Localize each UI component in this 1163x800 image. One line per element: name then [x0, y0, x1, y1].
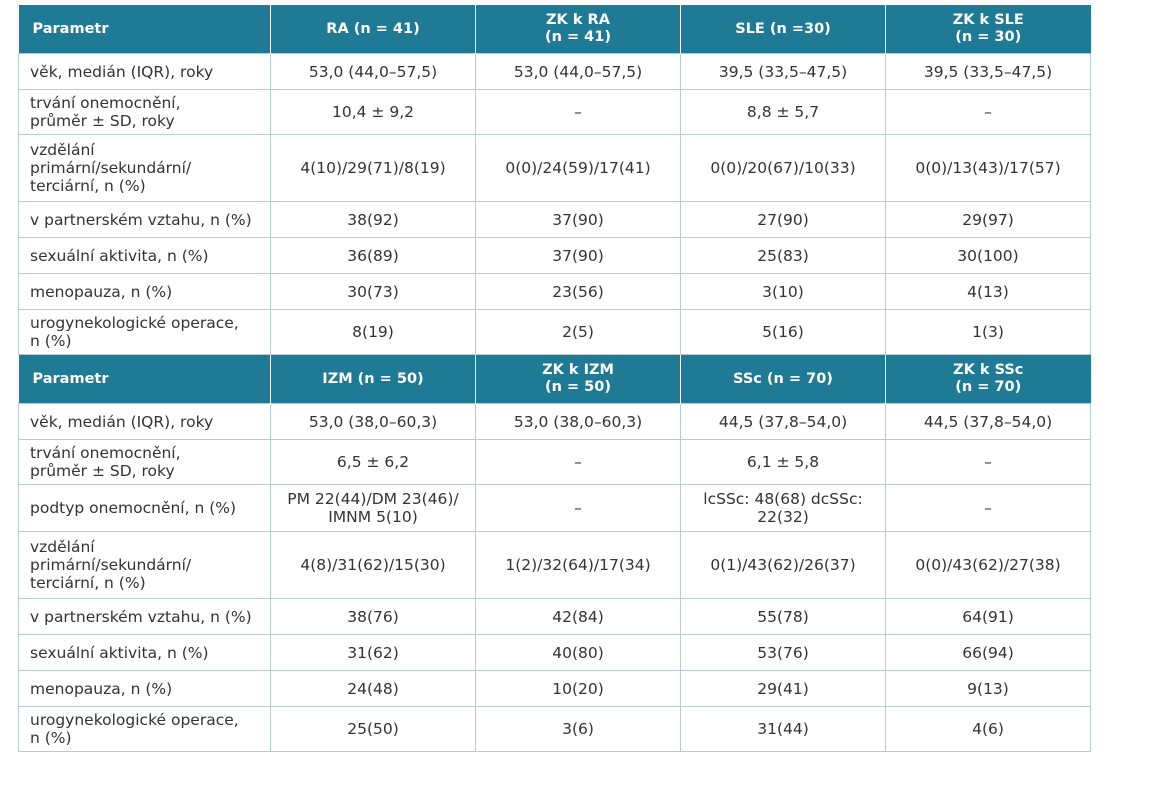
value-cell: 0(0)/13(43)/17(57) [886, 135, 1091, 202]
text-line: ZK k SLE [952, 12, 1024, 28]
value-cell: 24(48) [271, 671, 476, 707]
value-cell: 29(41) [681, 671, 886, 707]
row-label-cell [19, 238, 271, 274]
text-line: podtyp onemocnění, n (%) [30, 499, 237, 517]
text-line: v partnerském vztahu, n (%) [30, 210, 252, 229]
value-cell: 55(78) [681, 599, 886, 635]
table-row [19, 274, 1091, 310]
header-group-cell [476, 355, 681, 404]
row-label-cell [19, 310, 271, 355]
text-line: věk, medián (IQR), roky [30, 62, 214, 81]
value-cell: 38(76) [271, 599, 476, 635]
value-cell: – [476, 485, 681, 532]
table-row [19, 671, 1091, 707]
value-cell: 1(2)/32(64)/17(34) [476, 532, 681, 599]
value-cell: 31(44) [681, 707, 886, 752]
value-cell: – [476, 90, 681, 135]
table-row [19, 54, 1091, 90]
value-cell: 0(1)/43(62)/26(37) [681, 532, 886, 599]
value-cell: 3(6) [476, 707, 681, 752]
row-label-cell [19, 532, 271, 599]
header-parameter-cell: Parametr [19, 5, 271, 54]
text-line: (n = 70) [955, 379, 1022, 395]
value-cell: 4(10)/29(71)/8(19) [271, 135, 476, 202]
text-line: sexuální aktivita, n (%) [30, 643, 209, 662]
text-line: ZK k SSc [953, 362, 1024, 378]
text-line: věk, medián (IQR), roky [30, 412, 214, 431]
text-line: 22(32) [757, 508, 809, 526]
row-label-cell [19, 90, 271, 135]
value-cell: 39,5 (33,5–47,5) [886, 54, 1091, 90]
value-cell: 4(6) [886, 707, 1091, 752]
text-line: primární/sekundární/ [30, 556, 192, 574]
value-cell: 37(90) [476, 202, 681, 238]
value-cell: 10,4 ± 9,2 [271, 90, 476, 135]
value-cell: 4(8)/31(62)/15(30) [271, 532, 476, 599]
text-line: IMNM 5(10) [328, 508, 418, 526]
value-cell: 0(0)/20(67)/10(33) [681, 135, 886, 202]
value-cell: 10(20) [476, 671, 681, 707]
value-cell: 53,0 (44,0–57,5) [476, 54, 681, 90]
text-line: urogynekologické operace, [30, 711, 239, 729]
value-cell: 31(62) [271, 635, 476, 671]
row-label-cell [19, 599, 271, 635]
value-cell: 37(90) [476, 238, 681, 274]
value-cell: 8(19) [271, 310, 476, 355]
row-label-cell [19, 135, 271, 202]
table-row [19, 440, 1091, 485]
table-row [19, 404, 1091, 440]
value-cell: – [476, 440, 681, 485]
value-cell: 9(13) [886, 671, 1091, 707]
text-line: ZK k IZM [542, 362, 614, 378]
header-group-cell: SLE (n =30) [681, 5, 886, 54]
text-line: (n = 50) [544, 379, 611, 395]
value-cell: – [886, 485, 1091, 532]
row-label-cell [19, 274, 271, 310]
value-cell: 53,0 (38,0–60,3) [476, 404, 681, 440]
value-cell: 38(92) [271, 202, 476, 238]
text-line: lcSSc: 48(68) dcSSc: [703, 490, 863, 508]
text-line: terciární, n (%) [30, 574, 146, 592]
text-line: trvání onemocnění, [30, 94, 181, 112]
value-cell: 25(50) [271, 707, 476, 752]
value-cell: 66(94) [886, 635, 1091, 671]
text-line: primární/sekundární/ [30, 159, 192, 177]
text-line: ZK k RA [546, 12, 610, 28]
table-row [19, 202, 1091, 238]
value-cell: 25(83) [681, 238, 886, 274]
row-label-cell [19, 671, 271, 707]
text-line: průměr ± SD, roky [30, 112, 175, 130]
table-row [19, 707, 1091, 752]
row-label-cell [19, 635, 271, 671]
value-cell: 53(76) [681, 635, 886, 671]
row-label-cell [19, 404, 271, 440]
value-cell: 3(10) [681, 274, 886, 310]
value-cell: – [886, 440, 1091, 485]
value-cell: – [886, 90, 1091, 135]
header-group-cell: SSc (n = 70) [681, 355, 886, 404]
row-label-cell [19, 202, 271, 238]
table-row [19, 485, 1091, 532]
text-line: (n = 30) [955, 29, 1022, 45]
header-parameter-cell: Parametr [19, 355, 271, 404]
value-cell: 6,1 ± 5,8 [681, 440, 886, 485]
value-cell: 0(0)/24(59)/17(41) [476, 135, 681, 202]
value-cell: 44,5 (37,8–54,0) [681, 404, 886, 440]
row-label-cell [19, 54, 271, 90]
value-cell: 36(89) [271, 238, 476, 274]
header-group-cell [886, 5, 1091, 54]
value-cell: 6,5 ± 6,2 [271, 440, 476, 485]
text-line: trvání onemocnění, [30, 444, 181, 462]
text-line: v partnerském vztahu, n (%) [30, 607, 252, 626]
table-row [19, 135, 1091, 202]
table-row [19, 238, 1091, 274]
table-row [19, 310, 1091, 355]
value-cell: 42(84) [476, 599, 681, 635]
row-label-cell [19, 440, 271, 485]
text-line: menopauza, n (%) [30, 282, 173, 301]
value-cell: 64(91) [886, 599, 1091, 635]
value-cell: 39,5 (33,5–47,5) [681, 54, 886, 90]
table-header-row [19, 5, 1091, 54]
text-line: (n = 41) [544, 29, 611, 45]
value-cell: 8,8 ± 5,7 [681, 90, 886, 135]
text-line: urogynekologické operace, [30, 314, 239, 332]
text-line: sexuální aktivita, n (%) [30, 246, 209, 265]
text-line: PM 22(44)/DM 23(46)/ [287, 490, 459, 508]
value-cell: 5(16) [681, 310, 886, 355]
value-cell: 2(5) [476, 310, 681, 355]
value-cell: 40(80) [476, 635, 681, 671]
value-cell: 4(13) [886, 274, 1091, 310]
value-cell: 30(100) [886, 238, 1091, 274]
row-label-cell [19, 485, 271, 532]
table-container [18, 5, 1090, 752]
header-group-cell [886, 355, 1091, 404]
header-group-cell: IZM (n = 50) [271, 355, 476, 404]
value-cell: 1(3) [886, 310, 1091, 355]
value-cell: 53,0 (38,0–60,3) [271, 404, 476, 440]
value-cell [681, 485, 886, 532]
value-cell: 27(90) [681, 202, 886, 238]
text-line: n (%) [30, 332, 72, 350]
text-line: vzdělání [30, 141, 95, 159]
table-row [19, 90, 1091, 135]
value-cell: 44,5 (37,8–54,0) [886, 404, 1091, 440]
header-group-cell: RA (n = 41) [271, 5, 476, 54]
value-cell: 53,0 (44,0–57,5) [271, 54, 476, 90]
header-group-cell [476, 5, 681, 54]
table-row [19, 635, 1091, 671]
table-row [19, 599, 1091, 635]
value-cell: 30(73) [271, 274, 476, 310]
text-line: n (%) [30, 729, 72, 747]
text-line: průměr ± SD, roky [30, 462, 175, 480]
table-row [19, 532, 1091, 599]
row-label-cell [19, 707, 271, 752]
demographics-table [18, 5, 1091, 752]
value-cell: 0(0)/43(62)/27(38) [886, 532, 1091, 599]
value-cell [271, 485, 476, 532]
value-cell: 29(97) [886, 202, 1091, 238]
value-cell: 23(56) [476, 274, 681, 310]
text-line: vzdělání [30, 538, 95, 556]
text-line: menopauza, n (%) [30, 679, 173, 698]
table-header-row [19, 355, 1091, 404]
text-line: terciární, n (%) [30, 177, 146, 195]
